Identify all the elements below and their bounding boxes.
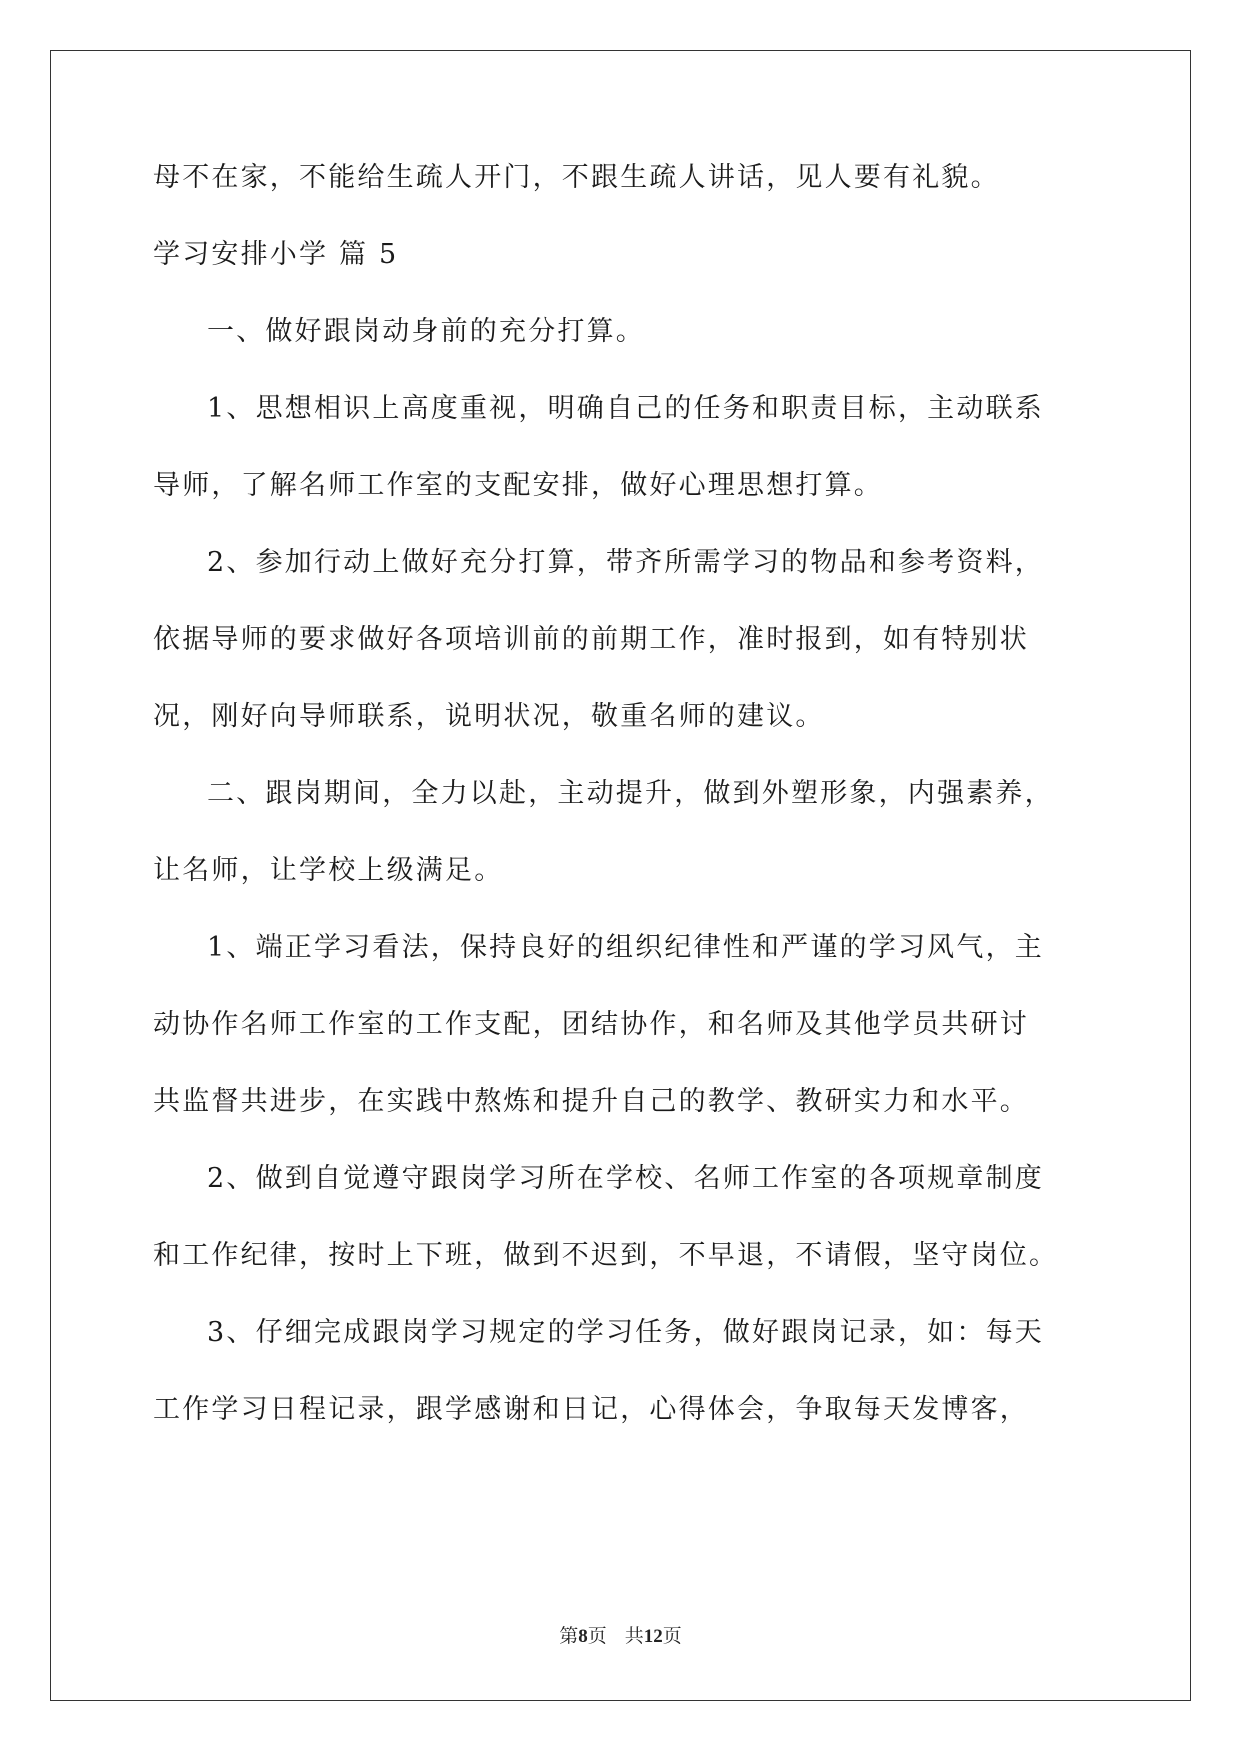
total-pages (625, 1625, 682, 1649)
text-line: 一、做好跟岗动身前的充分打算。 (207, 316, 645, 347)
section-heading: 学习安排小学 篇 5 (153, 239, 399, 270)
total-page-count: 12 (643, 1626, 663, 1647)
text-line: 2、做到自觉遵守跟岗学习所在学校、名师工作室的各项规章制度 (207, 1163, 1044, 1194)
document-body (153, 158, 1093, 1467)
total-prefix: 共 (624, 1626, 644, 1647)
text-line: 3、仔细完成跟岗学习规定的学习任务，做好跟岗记录，如：每天 (207, 1317, 1044, 1348)
text-line: 依据导师的要求做好各项培训前的前期工作，准时报到，如有特别状 (153, 624, 1029, 655)
page-number (559, 1625, 607, 1649)
text-line: 1、思想相识上高度重视，明确自己的任务和职责目标，主动联系 (207, 393, 1044, 424)
page-prefix: 第 (559, 1626, 579, 1647)
text-line: 1、端正学习看法，保持良好的组织纪律性和严谨的学习风气，主 (207, 932, 1044, 963)
current-page: 8 (578, 1626, 588, 1647)
page-footer (0, 1625, 1241, 1649)
text-line: 让名师，让学校上级满足。 (153, 855, 504, 886)
text-line: 况，刚好向导师联系，说明状况，敬重名师的建议。 (153, 701, 825, 732)
text-line: 母不在家，不能给生疏人开门，不跟生疏人讲话，见人要有礼貌。 (153, 162, 1000, 193)
text-line: 动协作名师工作室的工作支配，团结协作，和名师及其他学员共研讨 (153, 1009, 1029, 1040)
text-line: 和工作纪律，按时上下班，做到不迟到，不早退，不请假，坚守岗位。 (153, 1240, 1059, 1271)
page-suffix: 页 (587, 1626, 607, 1647)
text-line: 2、参加行动上做好充分打算，带齐所需学习的物品和参考资料， (207, 547, 1044, 578)
text-line: 共监督共进步，在实践中熬炼和提升自己的教学、教研实力和水平。 (153, 1086, 1029, 1117)
total-suffix: 页 (662, 1626, 682, 1647)
text-line: 导师，了解名师工作室的支配安排，做好心理思想打算。 (153, 470, 883, 501)
text-line: 工作学习日程记录，跟学感谢和日记，心得体会，争取每天发博客， (153, 1394, 1029, 1425)
text-line: 二、跟岗期间，全力以赴，主动提升，做到外塑形象，内强素养， (207, 778, 1054, 809)
